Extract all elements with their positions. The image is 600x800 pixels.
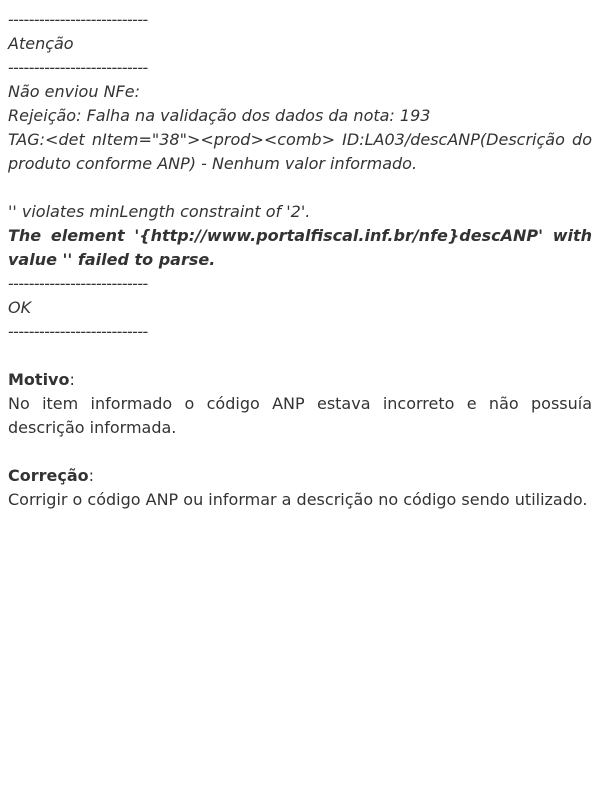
blank-line [8,440,592,464]
motivo-colon: : [69,370,75,389]
separator-top: --------------------------- [8,10,148,29]
separator-bottom: --------------------------- [8,322,148,341]
motivo-text: No item informado o código ANP estava incorreto e não possuía descrição informada. [8,394,592,437]
dialog-title: Atenção [8,34,74,53]
tag-line: TAG:<det nItem="38"><prod><comb> ID:LA03/descANP(Descrição do produto conforme ANP) - Nenhum valor informado. [8,130,592,173]
correcao-colon: : [88,466,95,485]
violation-line: '' violates minLength constraint of '2'. [8,202,311,221]
ok-label: OK [8,298,32,317]
blank-line [8,344,592,368]
separator-before-ok: --------------------------- [8,274,148,293]
correcao-text: Corrigir o código ANP ou informar a descrição no código sendo utilizado. [8,490,588,509]
not-sent-line: Não enviou NFe: [8,82,140,101]
correcao-label: Correção [8,466,89,485]
separator-title: --------------------------- [8,58,148,77]
rejection-line: Rejeição: Falha na validação dos dados da nota: 193 [8,106,431,125]
motivo-heading [8,368,592,392]
parse-error-line: The element '{http://www.portalfiscal.inf.br/nfe}descANP' with value '' failed to parse. [8,226,592,269]
blank-line [8,176,592,200]
correcao-heading [8,464,592,488]
motivo-label: Motivo [8,370,70,389]
